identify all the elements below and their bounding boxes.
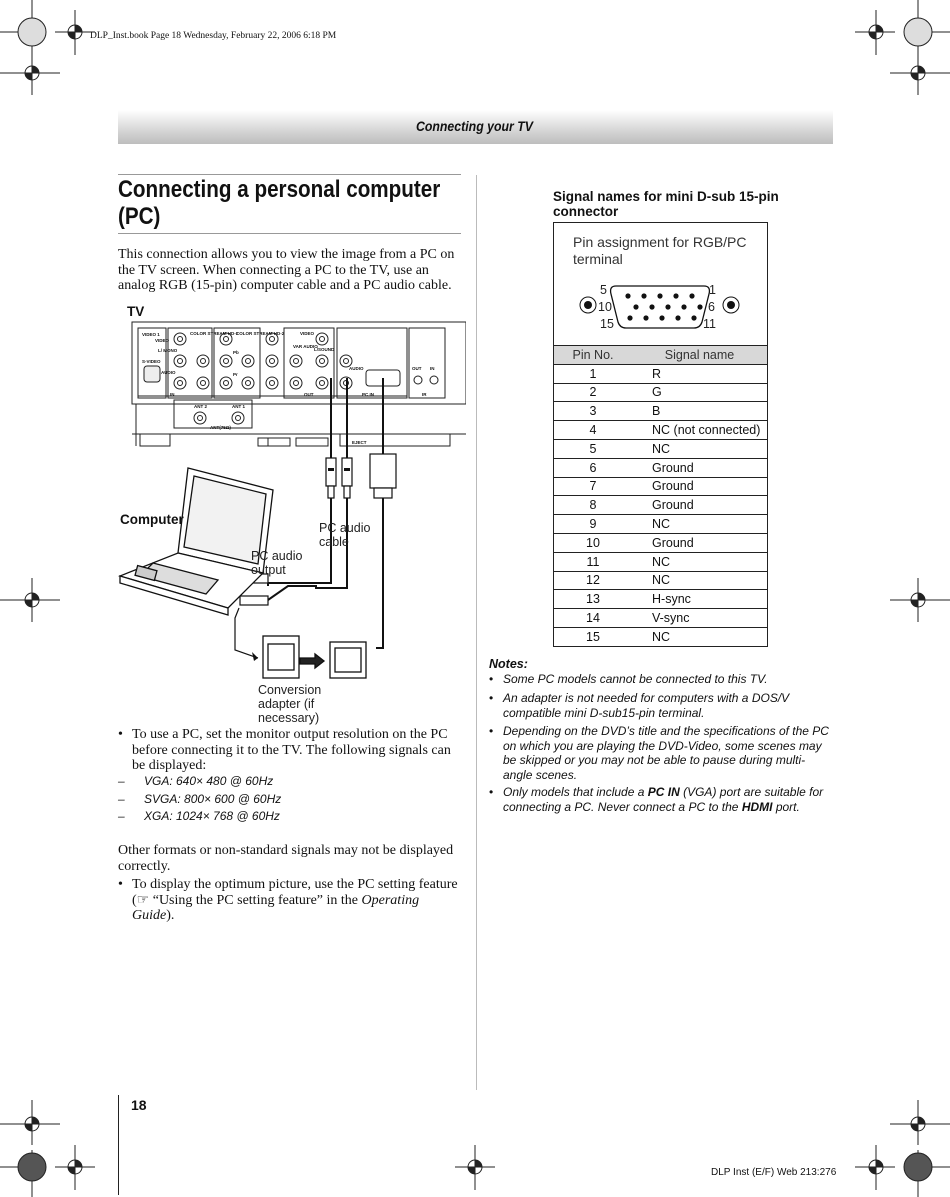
panel-label-ant75: ANT(75Ω)	[210, 425, 231, 430]
banner-title: Connecting your TV	[415, 118, 533, 134]
signal-xga	[118, 809, 458, 825]
pin-number-cell: 10	[554, 533, 633, 552]
title-rule-bottom	[118, 233, 461, 234]
signal-name-cell: Ground	[632, 477, 768, 496]
signal-name-cell: Ground	[632, 496, 768, 515]
panel-label-out: OUT	[304, 392, 314, 397]
laptop-illustration	[120, 468, 273, 615]
pin-number-cell: 12	[554, 571, 633, 590]
pin-number-cell: 4	[554, 421, 633, 440]
signal-name-cell: NC	[632, 439, 768, 458]
note4-mid: (VGA) port are suitable for connecting a PC. Never connect a PC to the	[503, 785, 824, 814]
footer-vertical-rule	[118, 1095, 119, 1195]
bullet2-pre: To display the optimum picture, use the PC setting feature (	[132, 877, 458, 908]
tv-label: TV	[127, 304, 145, 319]
signal-text: XGA: 1024× 768 @ 60Hz	[144, 809, 280, 823]
note-text: An adapter is not needed for computers with a DOS/V compatible mini D-sub15-pin terminal.	[503, 691, 790, 720]
pin-number-cell: 7	[554, 477, 633, 496]
pc-in-term: PC IN	[647, 785, 680, 799]
signal-name-cell: B	[632, 402, 768, 421]
pc-audio-output-label: PC audio output	[251, 549, 303, 577]
bullet-dot: •	[489, 785, 494, 799]
bullet2-mid: “Using the PC setting feature” in the	[149, 892, 362, 908]
signal-name-cell: V-sync	[632, 609, 768, 628]
table-row	[554, 477, 768, 496]
table-row	[554, 590, 768, 609]
hdmi-term: HDMI	[741, 799, 773, 814]
panel-label-csh2: COLOR STREAM HD-2	[236, 331, 285, 336]
panel-label-video-out: VIDEO	[300, 331, 315, 336]
pin-label-6: 6	[708, 300, 715, 314]
table-row	[554, 552, 768, 571]
table-row	[554, 458, 768, 477]
panel-label-ant1: ANT 1	[232, 404, 246, 409]
bullet-dot: •	[489, 691, 494, 705]
header-signal-name: Signal name	[632, 346, 768, 365]
note-text: Some PC models cannot be connected to this TV.	[503, 672, 768, 686]
bullet-text: To use a PC, set the monitor output resolution on the PC before connecting it to the TV. The following signals can be displayed:	[132, 727, 451, 773]
panel-label-video: VIDEO	[155, 338, 170, 343]
bullet-pc-setting	[118, 877, 468, 923]
pin-number-cell: 2	[554, 383, 633, 402]
pin-number-cell: 8	[554, 496, 633, 515]
pin-number-cell: 3	[554, 402, 633, 421]
title-rule-top	[118, 174, 461, 175]
pin-number-cell: 13	[554, 590, 633, 609]
bullet-dot: •	[118, 877, 123, 892]
panel-label-lmono: L/ MONO	[158, 348, 178, 353]
panel-label-eject: EJECT	[352, 440, 367, 445]
table-row	[554, 609, 768, 628]
panel-label-pr: Pr	[233, 372, 238, 377]
signal-text: VGA: 640× 480 @ 60Hz	[144, 774, 274, 788]
note-item	[489, 672, 834, 688]
signal-name-cell: R	[632, 364, 768, 383]
bullet-dot: •	[489, 724, 494, 738]
header-pin-no: Pin No.	[554, 346, 633, 365]
pin-number-cell: 11	[554, 552, 633, 571]
dsub-connector-icon	[554, 278, 767, 338]
panel-label-ant2: ANT 2	[194, 404, 208, 409]
note-text: Depending on the DVD’s title and the specifications of the PC on which you are playing the DVD-Video, some scenes may be skipped or you may not be able to pause during multi-angle scenes.	[503, 724, 829, 782]
panel-label-audio-pc: AUDIO	[349, 366, 364, 371]
panel-label-lsound: L/SOUND	[314, 347, 335, 352]
pin-number-cell: 1	[554, 364, 633, 383]
signal-text: SVGA: 800× 600 @ 60Hz	[144, 792, 282, 806]
panel-label-pb: Pb	[233, 350, 239, 355]
pin-signal-table	[553, 345, 768, 647]
signal-name-cell: NC (not connected)	[632, 421, 768, 440]
crop-header: DLP_Inst.book Page 18 Wednesday, February 22, 2006 6:18 PM	[90, 31, 337, 41]
pin-assignment-box	[553, 222, 768, 346]
pin-label-5: 5	[600, 283, 607, 297]
signal-name-cell: NC	[632, 571, 768, 590]
intro-paragraph: This connection allows you to view the image from a PC on the TV screen. When connecting a PC to the TV, use an analog RGB (15-pin) computer cable and a PC audio cable.	[118, 247, 455, 293]
panel-label-audio: AUDIO	[161, 370, 176, 375]
panel-label-pc-in: PC IN	[362, 392, 375, 397]
pin-number-cell: 14	[554, 609, 633, 628]
table-row	[554, 627, 768, 646]
section-banner	[118, 110, 833, 144]
table-row	[554, 364, 768, 383]
pin-label-15: 15	[600, 317, 614, 331]
note-item	[489, 691, 834, 721]
notes-title: Notes:	[489, 657, 528, 671]
panel-label-var-audio: VAR AUDIO	[293, 344, 318, 349]
panel-label-video1: VIDEO 1	[142, 332, 160, 337]
reference-hand-icon: ☞	[136, 892, 150, 908]
conversion-adapter-label: Conversion adapter (if necessary)	[258, 683, 322, 725]
signal-name-cell: NC	[632, 515, 768, 534]
signal-name-cell: NC	[632, 552, 768, 571]
pin-number-cell: 15	[554, 627, 633, 646]
table-header-row	[554, 346, 768, 365]
panel-label-ir: IR	[422, 392, 427, 397]
pc-audio-cable-label: PC audio cable	[319, 521, 371, 549]
panel-label-ir-in: IN	[430, 366, 435, 371]
note-text	[503, 785, 833, 814]
pin-number-cell: 9	[554, 515, 633, 534]
table-row	[554, 533, 768, 552]
table-row	[554, 383, 768, 402]
page-number: 18	[131, 1097, 147, 1113]
signal-vga	[118, 774, 458, 790]
footer-code: DLP Inst (E/F) Web 213:276	[711, 1167, 837, 1178]
operating-guide-ref: Operating Guide	[132, 892, 420, 923]
page-title: Connecting a personal computer (PC)	[118, 176, 441, 230]
pin-number-cell: 6	[554, 458, 633, 477]
pin-label-10: 10	[598, 300, 612, 314]
computer-label: Computer	[120, 512, 184, 527]
note-item	[489, 724, 834, 784]
table-row	[554, 571, 768, 590]
pin-label-11: 11	[703, 317, 716, 331]
bullet2-post: ).	[166, 908, 175, 923]
signal-name-cell: G	[632, 383, 768, 402]
bullet-monitor-resolution	[118, 727, 468, 777]
signal-name-cell: Ground	[632, 458, 768, 477]
pin-number-cell: 5	[554, 439, 633, 458]
note4-post: port.	[772, 799, 800, 814]
dash: –	[118, 774, 125, 788]
pin-assignment-title: Pin assignment for RGB/PC terminal	[573, 234, 747, 267]
panel-label-svideo: S-VIDEO	[142, 359, 161, 364]
signal-name-cell: NC	[632, 627, 768, 646]
table-row	[554, 439, 768, 458]
dash: –	[118, 792, 125, 806]
table-row	[554, 421, 768, 440]
signal-name-cell: H-sync	[632, 590, 768, 609]
signal-name-cell: Ground	[632, 533, 768, 552]
signal-svga	[118, 792, 458, 808]
non-standard-signals-note: Other formats or non-standard signals may not be displayed correctly.	[118, 843, 454, 874]
signal-names-title: Signal names for mini D-sub 15-pin connector	[553, 189, 779, 219]
note-item	[489, 785, 834, 815]
note4-pre: Only models that include a	[503, 785, 648, 799]
panel-label-csh1: COLOR STREAM HD-1	[190, 331, 239, 336]
dash: –	[118, 809, 125, 823]
table-row	[554, 402, 768, 421]
panel-label-in: IN	[170, 392, 175, 397]
bullet-text	[132, 877, 464, 924]
pin-label-1: 1	[709, 283, 716, 297]
panel-jacks	[144, 333, 438, 424]
panel-label-ir-out: OUT	[412, 366, 422, 371]
column-divider	[476, 175, 477, 1090]
bullet-dot: •	[489, 672, 494, 686]
table-row	[554, 496, 768, 515]
bullet-dot: •	[118, 727, 123, 742]
table-row	[554, 515, 768, 534]
conversion-adapter-illustration	[263, 636, 366, 678]
